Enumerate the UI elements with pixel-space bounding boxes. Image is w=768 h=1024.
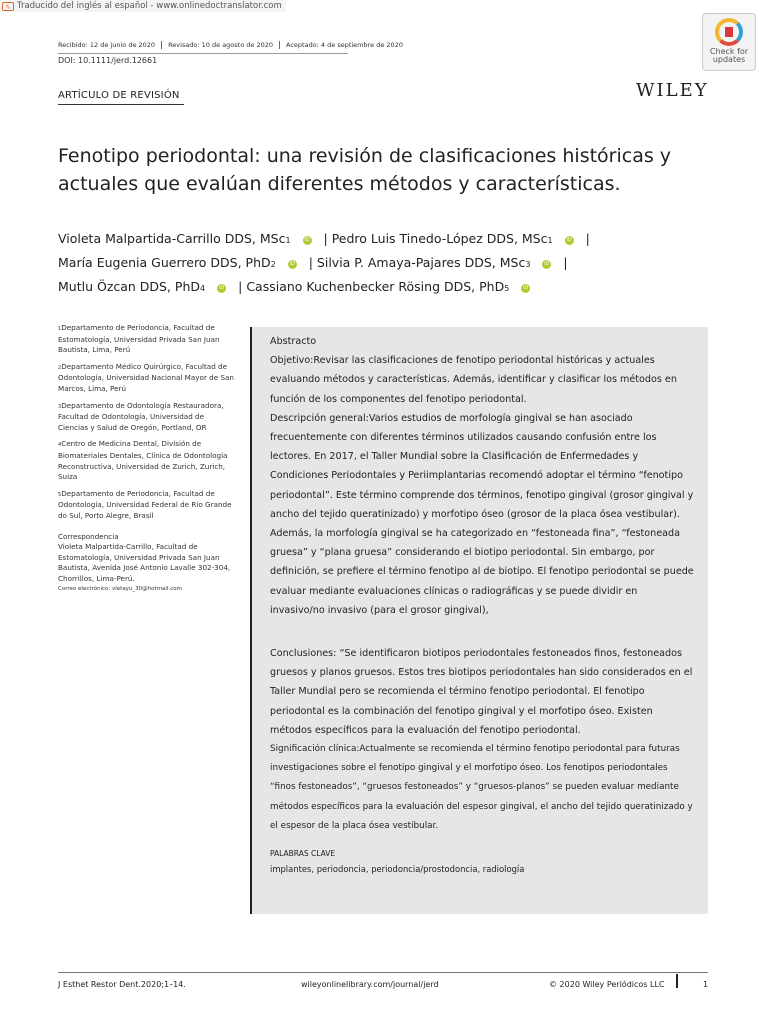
author-name[interactable]: Silvia P. Amaya-Pajares DDS, MSc	[316, 255, 526, 270]
check-for-updates-button[interactable]	[702, 13, 756, 71]
affiliation: 5Departamento de Periodoncia, Facultad de Odontología, Universidad Federal de Rio Grande do Sul, Porto Alegre, Brasil	[58, 488, 232, 520]
orcid-icon[interactable]: iD	[289, 261, 295, 267]
header-divider	[58, 53, 348, 54]
author-line-2: María Eugenia Guerrero DDS, PhD2 iD | Silvia P. Amaya-Pajares DDS, MSc3 iD |	[58, 255, 568, 270]
footer-journal: J Esthet Restor Dent.2020;1–14.	[58, 980, 186, 989]
affiliation: 1Departamento de Periodoncia, Facultad de Estomatología, Universidad Privada San Juan Bautista, Lima, Perú	[58, 323, 220, 355]
orcid-icon[interactable]: iD	[304, 237, 310, 243]
correspondence-text: Violeta Malpartida-Carrillo, Facultad de Estomatología, Universidad Privada San Juan Bautista, Avenida José Antonio Lavalle 302-304, Chorrillos, Lima-Perú.	[58, 542, 231, 583]
affiliations	[58, 323, 236, 595]
author-name[interactable]: María Eugenia Guerrero DDS, PhD	[58, 255, 271, 270]
footer-url[interactable]: wileyonlinelibrary.com/journal/jerd	[301, 980, 439, 989]
translator-banner-text[interactable]: Traducido del inglés al español - www.onlinedoctranslator.com	[17, 1, 282, 11]
affiliation: 3Departamento de Odontología Restauradora, Facultad de Odontología, Universidad de Ciencias y Salud de Oregón, Portland, OR	[58, 400, 224, 432]
page-number: 1	[703, 980, 709, 989]
abstract	[270, 332, 695, 877]
orcid-icon[interactable]: iD	[218, 285, 225, 291]
footer-separator	[676, 974, 678, 988]
article-type: ARTÍCULO DE REVISIÓN	[58, 90, 180, 101]
correspondence	[58, 532, 236, 596]
footer-divider	[58, 972, 708, 973]
translator-banner[interactable]	[0, 0, 286, 12]
orcid-icon[interactable]: iD	[566, 237, 572, 243]
author-name[interactable]: Violeta Malpartida-Carrillo DDS, MSc	[58, 231, 286, 246]
publisher-logo: WILEY	[636, 80, 709, 101]
affiliation: 2Departamento Médico Quirúrgico, Facultad de Odontología, Universidad Nacional Mayor de San Marcos, Lima, Perú	[58, 361, 234, 393]
correspondence-heading: Correspondencia	[58, 531, 119, 541]
abstract-left-bar	[250, 327, 252, 914]
article-title: Fenotipo periodontal: una revisión de clasificaciones históricas y actuales que evalúan diferentes métodos y características.	[58, 145, 672, 195]
correspondence-email[interactable]: Correo electrónico: vletayu_30@hotmail.com	[58, 586, 182, 593]
author-name[interactable]: Mutlu Özcan DDS, PhD	[58, 279, 201, 294]
article-type-underline	[58, 104, 184, 105]
accepted-date: Aceptado: 4 de septiembre de 2020	[279, 41, 409, 49]
check-updates-line1: Check for	[709, 47, 749, 56]
revised-date: Revisado: 10 de agosto de 2020	[161, 41, 279, 49]
author-name[interactable]: Cassiano Kuchenbecker Rösing DDS, PhD	[246, 279, 505, 294]
check-updates-line2: updates	[712, 55, 746, 64]
article-dates	[58, 40, 409, 50]
abstract-objective: Objetivo:Revisar las clasificaciones de fenotipo periodontal históricas y actuales evaluando métodos y características. Además, identificar y clasificar los métodos en función de los componentes del fenotipo periodontal.	[270, 355, 677, 405]
orcid-icon[interactable]: iD	[544, 261, 550, 267]
received-date: Recibido: 12 de junio de 2020	[58, 41, 156, 49]
translator-icon: ✎	[2, 2, 14, 11]
abstract-heading: Abstracto	[270, 336, 317, 347]
abstract-overview: Descripción general:Varios estudios de morfología gingival se han asociado frecuentemente con diferentes términos utilizados causando confusión entre los lectores. En 2017, el Taller Mundial sobre la Clasificación de Enfermedades y Condiciones Periodontales y Periimplantarias recomendó adoptar el término “fenotipo periodontal”. Este término comprende dos términos, fenotipo gingival (grosor gingival y ancho del tejido queratinizado) y morfotipo óseo (grosor de la placa ósea vestibular). Además, la morfología gingival se ha categorizado en “festoneada fina”, “festoneada gruesa” y “plana gruesa” considerando el biotipo periodontal. Sin embargo, por definición, se prefiere el término fenotipo al de biotipo. El fenotipo periodontal se puede evaluar mediante evaluaciones clínicas o radiográficas y se puede dividir en invasivo/no invasivo (para el grosor gingival),	[270, 412, 694, 616]
footer-copyright: © 2020 Wiley Periódicos LLC	[549, 980, 665, 989]
keywords: implantes, periodoncia, periodoncia/prostodoncia, radiología	[270, 864, 525, 875]
abstract-conclusions: Conclusiones: “Se identificaron biotipos periodontales festoneados finos, festoneados gruesos y planos gruesos. Estos tres biotipos periodontales han sido considerados en el Taller Mundial pero se recomienda el término fenotipo periodontal. El fenotipo periodontal es la combinación del fenotipo gingival y el morfotipo óseo. Existen métodos específicos para la evaluación del fenotipo periodontal.	[270, 648, 693, 736]
check-updates-icon	[715, 18, 743, 46]
abstract-clinical-significance: Significación clínica:Actualmente se recomienda el término fenotipo periodontal para futuras investigaciones sobre el fenotipo gingival y el morfotipo óseo. Los fenotipos periodontales “finos festoneados”, “gruesos festoneados” y “gruesos-planos” se pueden evaluar mediante métodos específicos para la evaluación del espesor gingival, el ancho del tejido queratinizado y el espesor de la placa ósea vestibular.	[270, 744, 693, 831]
author-name[interactable]: Pedro Luis Tinedo-López DDS, MSc	[331, 231, 548, 246]
author-list	[58, 228, 718, 300]
author-line-3: Mutlu Özcan DDS, PhD4 iD | Cassiano Kuchenbecker Rösing DDS, PhD5 iD	[58, 279, 529, 294]
keywords-heading: PALABRAS CLAVE	[270, 849, 336, 859]
affiliation: 4Centro de Medicina Dental, División de Biomateriales Dentales, Clínica de Odontología Reconstructiva, Universidad de Zurich, Zurich, Suiza	[58, 439, 228, 482]
doi[interactable]: DOI: 10.1111/jerd.12661	[58, 56, 158, 65]
author-line-1: Violeta Malpartida-Carrillo DDS, MSc1 iD | Pedro Luis Tinedo-López DDS, MSc1 iD |	[58, 231, 590, 246]
orcid-icon[interactable]: iD	[523, 285, 529, 291]
